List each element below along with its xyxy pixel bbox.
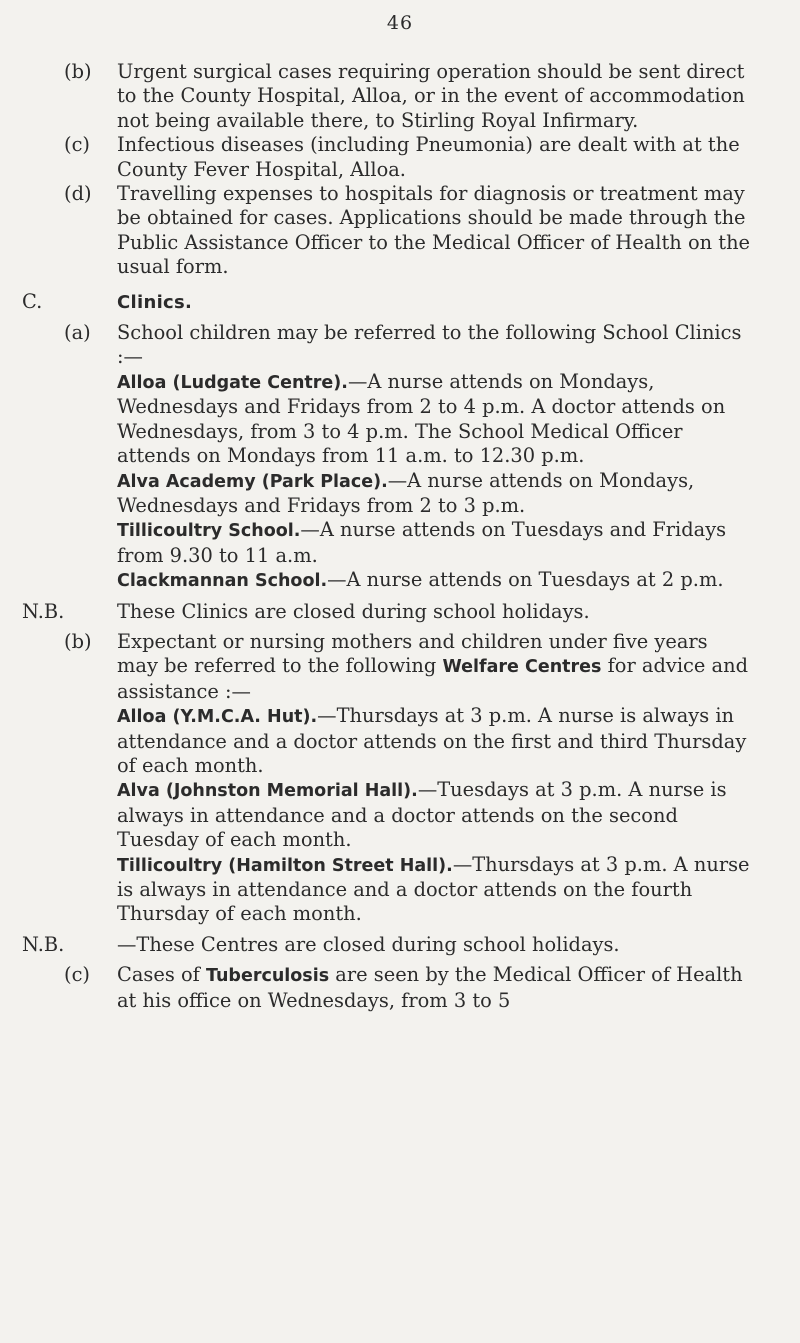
nb-centres-closed — [0, 933, 800, 957]
school-clinic-entry — [0, 568, 800, 593]
item-label: (c) — [64, 133, 90, 157]
clinic-name: Tillicoultry School. — [117, 521, 301, 542]
item-label: (b) — [64, 60, 92, 83]
item-text: Infectious diseases (including Pneumonia) are dealt with at the County Fever Hospital, Alloa. — [117, 133, 740, 181]
clinic-name: Clackmannan School. — [117, 571, 328, 592]
clinic-name: Alva Academy (Park Place). — [117, 471, 388, 492]
item-text: Urgent surgical cases requiring operation should be sent direct to the County Hospital, Alloa, or in the event of accommodation not being available there, to Stirling Royal Infirmary. — [117, 60, 745, 132]
centre-details: —Thursdays at 3 p.m. A nurse is always in attendance and a doctor attends on the first and third Thursday of each month. — [117, 704, 747, 777]
school-clinic-entry — [0, 469, 800, 519]
clinic-details: —A nurse attends on Tuesdays and Fridays from 9.30 to 11 a.m. — [117, 518, 727, 567]
school-clinic-entry — [0, 370, 800, 469]
nb-label: N.B. — [22, 932, 65, 956]
welfare-centres-emphasis: Welfare Centres — [442, 657, 602, 678]
clinic-details: —A nurse attends on Tuesdays at 2 p.m. — [327, 568, 724, 592]
clinics-c-tuberculosis — [0, 963, 800, 1013]
item-d-travelling — [0, 182, 800, 280]
nb-label: N.B. — [22, 599, 65, 623]
section-heading-clinics — [0, 290, 800, 315]
clinics-a-intro — [0, 321, 800, 370]
item-c-infectious — [0, 133, 800, 182]
section-title: Clinics. — [117, 291, 193, 313]
item-label: (d) — [64, 182, 92, 206]
nb-text: —These Centres are closed during school holidays. — [117, 932, 620, 956]
centre-name: Alloa (Y.M.C.A. Hut). — [117, 707, 318, 728]
section-label: C. — [22, 289, 43, 313]
clinics-b-intro — [0, 630, 800, 704]
centre-details: —Thursdays at 3 p.m. A nurse is always in attendance and a doctor attends on the fourth Thursday of each month. — [117, 852, 750, 926]
item-text: Cases of — [117, 963, 206, 987]
nb-clinics-closed — [0, 600, 800, 624]
welfare-centre-entry — [0, 853, 800, 927]
welfare-centre-entry — [0, 704, 800, 778]
item-label: (c) — [64, 963, 90, 987]
item-text: School children may be referred to the following School Clinics :— — [117, 321, 742, 369]
school-clinic-entry — [0, 518, 800, 568]
item-text: Expectant or nursing mothers and children under five years may be referred to the following — [117, 629, 708, 678]
nb-text: These Clinics are closed during school holidays. — [117, 599, 590, 623]
clinic-name: Alloa (Ludgate Centre). — [117, 372, 348, 393]
item-text-tail: for advice and assistance :— — [117, 654, 749, 703]
clinic-details: —A nurse attends on Mondays, Wednesdays and Fridays from 2 to 4 p.m. A doctor attends on Wednesdays, from 3 to 4 p.m. The School Medical Officer attends on Mondays from 11 a.m. to 12.30 p.m. — [117, 369, 726, 468]
clinic-details: —A nurse attends on Mondays, Wednesdays and Fridays from 2 to 3 p.m. — [117, 468, 695, 517]
tuberculosis-emphasis: Tuberculosis — [205, 966, 330, 987]
page-number: 46 — [386, 12, 414, 34]
centre-details: —Tuesdays at 3 p.m. A nurse is always in attendance and a doctor attends on the second Tuesday of each month. — [117, 778, 727, 852]
centre-name: Tillicoultry (Hamilton Street Hall). — [117, 855, 453, 876]
item-text-tail: are seen by the Medical Officer of Health at his office on Wednesdays, from 3 to 5 — [117, 963, 743, 1012]
page-content — [0, 60, 800, 1013]
item-label: (a) — [64, 321, 91, 345]
item-text: Travelling expenses to hospitals for diagnosis or treatment may be obtained for cases. Applications should be made through the Public Assistance Officer to the Medical Officer of Health on the usual form. — [117, 182, 751, 279]
item-b-surgical — [0, 60, 800, 133]
welfare-centre-entry — [0, 778, 800, 852]
item-label: (b) — [64, 629, 92, 653]
centre-name: Alva (Johnston Memorial Hall). — [117, 781, 418, 802]
